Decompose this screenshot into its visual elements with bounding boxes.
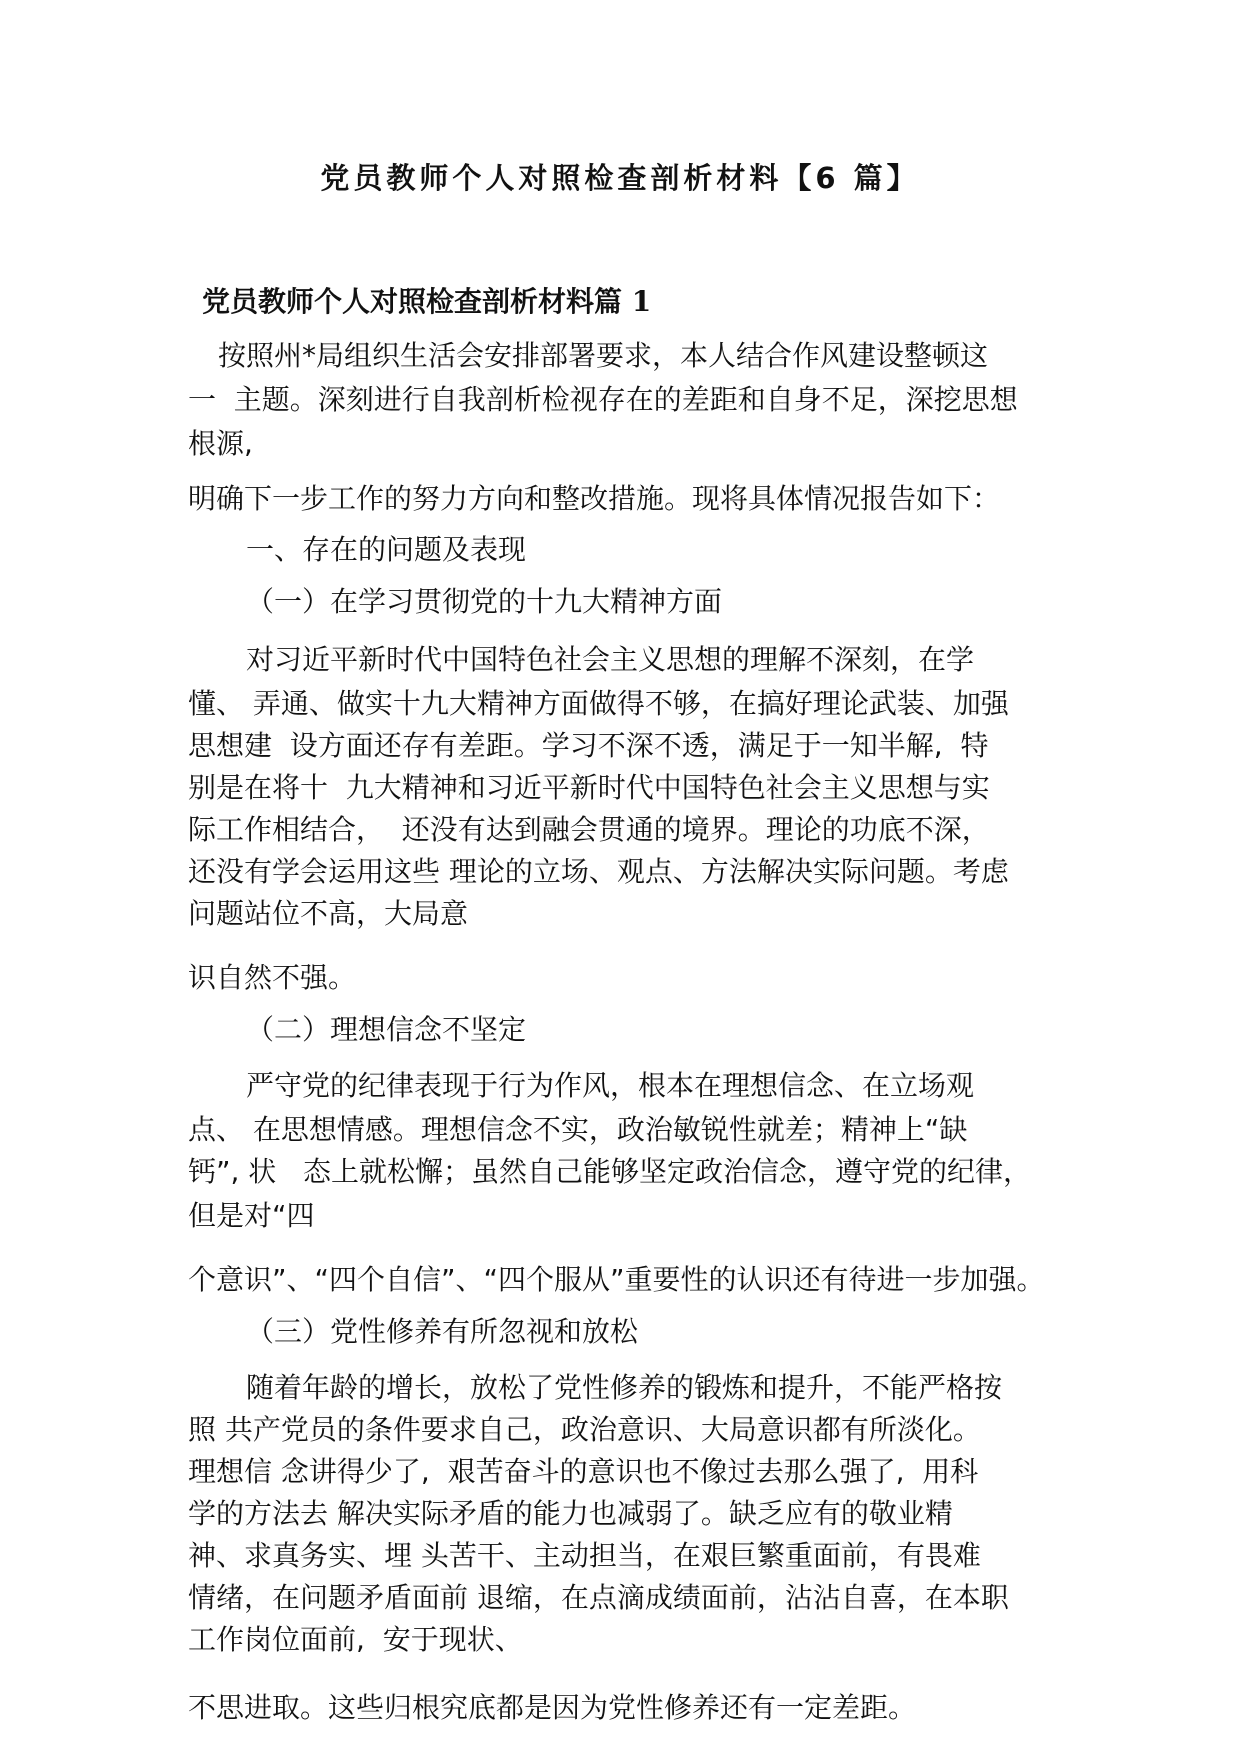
paragraph-line: 情绪，在问题矛盾面前 退缩，在点滴成绩面前，沾沾自喜，在本职	[188, 1581, 1009, 1614]
document-title: 党员教师个人对照检查剖析材料【6 篇】	[320, 161, 920, 195]
subheading-line: （三）党性修养有所忽视和放松	[246, 1315, 639, 1348]
paragraph-line: 识自然不强。	[188, 961, 357, 994]
paragraph-line: 际工作相结合， 还没有达到融会贯通的境界。理论的功底不深，	[188, 813, 990, 846]
heading-line: 一、存在的问题及表现	[246, 533, 527, 566]
paragraph-line: 按照州*局组织生活会安排部署要求，本人结合作风建设整顿这	[218, 339, 989, 372]
section-title: 党员教师个人对照检查剖析材料篇 1	[202, 285, 652, 318]
subheading-line: （二）理想信念不坚定	[246, 1013, 527, 1046]
paragraph-line: 思想建 设方面还存有差距。学习不深不透，满足于一知半解, 特	[188, 729, 989, 762]
paragraph-line: 别是在将十 九大精神和习近平新时代中国特色社会主义思想与实	[188, 771, 990, 804]
paragraph-line: 严守党的纪律表现于行为作风，根本在理想信念、在立场观	[246, 1069, 975, 1102]
paragraph-line: 理想信 念讲得少了, 艰苦奋斗的意识也不像过去那么强了, 用科	[188, 1455, 979, 1488]
subheading-line: （一）在学习贯彻党的十九大精神方面	[246, 585, 723, 618]
paragraph-line: 还没有学会运用这些 理论的立场、观点、方法解决实际问题。考虑	[188, 855, 1009, 888]
paragraph-line: 对习近平新时代中国特色社会主义思想的理解不深刻，在学	[246, 643, 975, 676]
paragraph-line: 明确下一步工作的努力方向和整改措施。现将具体情况报告如下：	[188, 482, 1001, 515]
paragraph-line: 神、求真务实、埋 头苦干、主动担当，在艰巨繁重面前，有畏难	[188, 1539, 981, 1572]
paragraph-line: 但是对“四	[188, 1199, 315, 1232]
paragraph-line: 点、 在思想情感。理想信念不实，政治敏锐性就差；精神上“缺	[188, 1113, 968, 1146]
paragraph-line: 学的方法去 解决实际矛盾的能力也减弱了。缺乏应有的敬业精	[188, 1497, 953, 1530]
paragraph-line: 一 主题。深刻进行自我剖析检视存在的差距和自身不足，深挖思想	[188, 383, 1018, 416]
paragraph-line: 工作岗位面前, 安于现状、	[188, 1623, 523, 1656]
paragraph-line: 根源,	[188, 427, 253, 460]
paragraph-line: 问题站位不高，大局意	[188, 897, 469, 930]
paragraph-line: 不思进取。这些归根究底都是因为党性修养还有一定差距。	[188, 1691, 917, 1724]
paragraph-line: 照 共产党员的条件要求自己，政治意识、大局意识都有所淡化。	[188, 1413, 981, 1446]
paragraph-line: 个意识”、“四个自信”、“四个服从”重要性的认识还有待进一步加强。	[188, 1263, 1045, 1296]
paragraph-line: 随着年龄的增长，放松了党性修养的锻炼和提升，不能严格按	[246, 1371, 1003, 1404]
paragraph-line: 钙”, 状 态上就松懈；虽然自己能够坚定政治信念，遵守党的纪律，	[188, 1155, 1032, 1188]
paragraph-line: 懂、 弄通、做实十九大精神方面做得不够，在搞好理论武装、加强	[188, 687, 1009, 720]
